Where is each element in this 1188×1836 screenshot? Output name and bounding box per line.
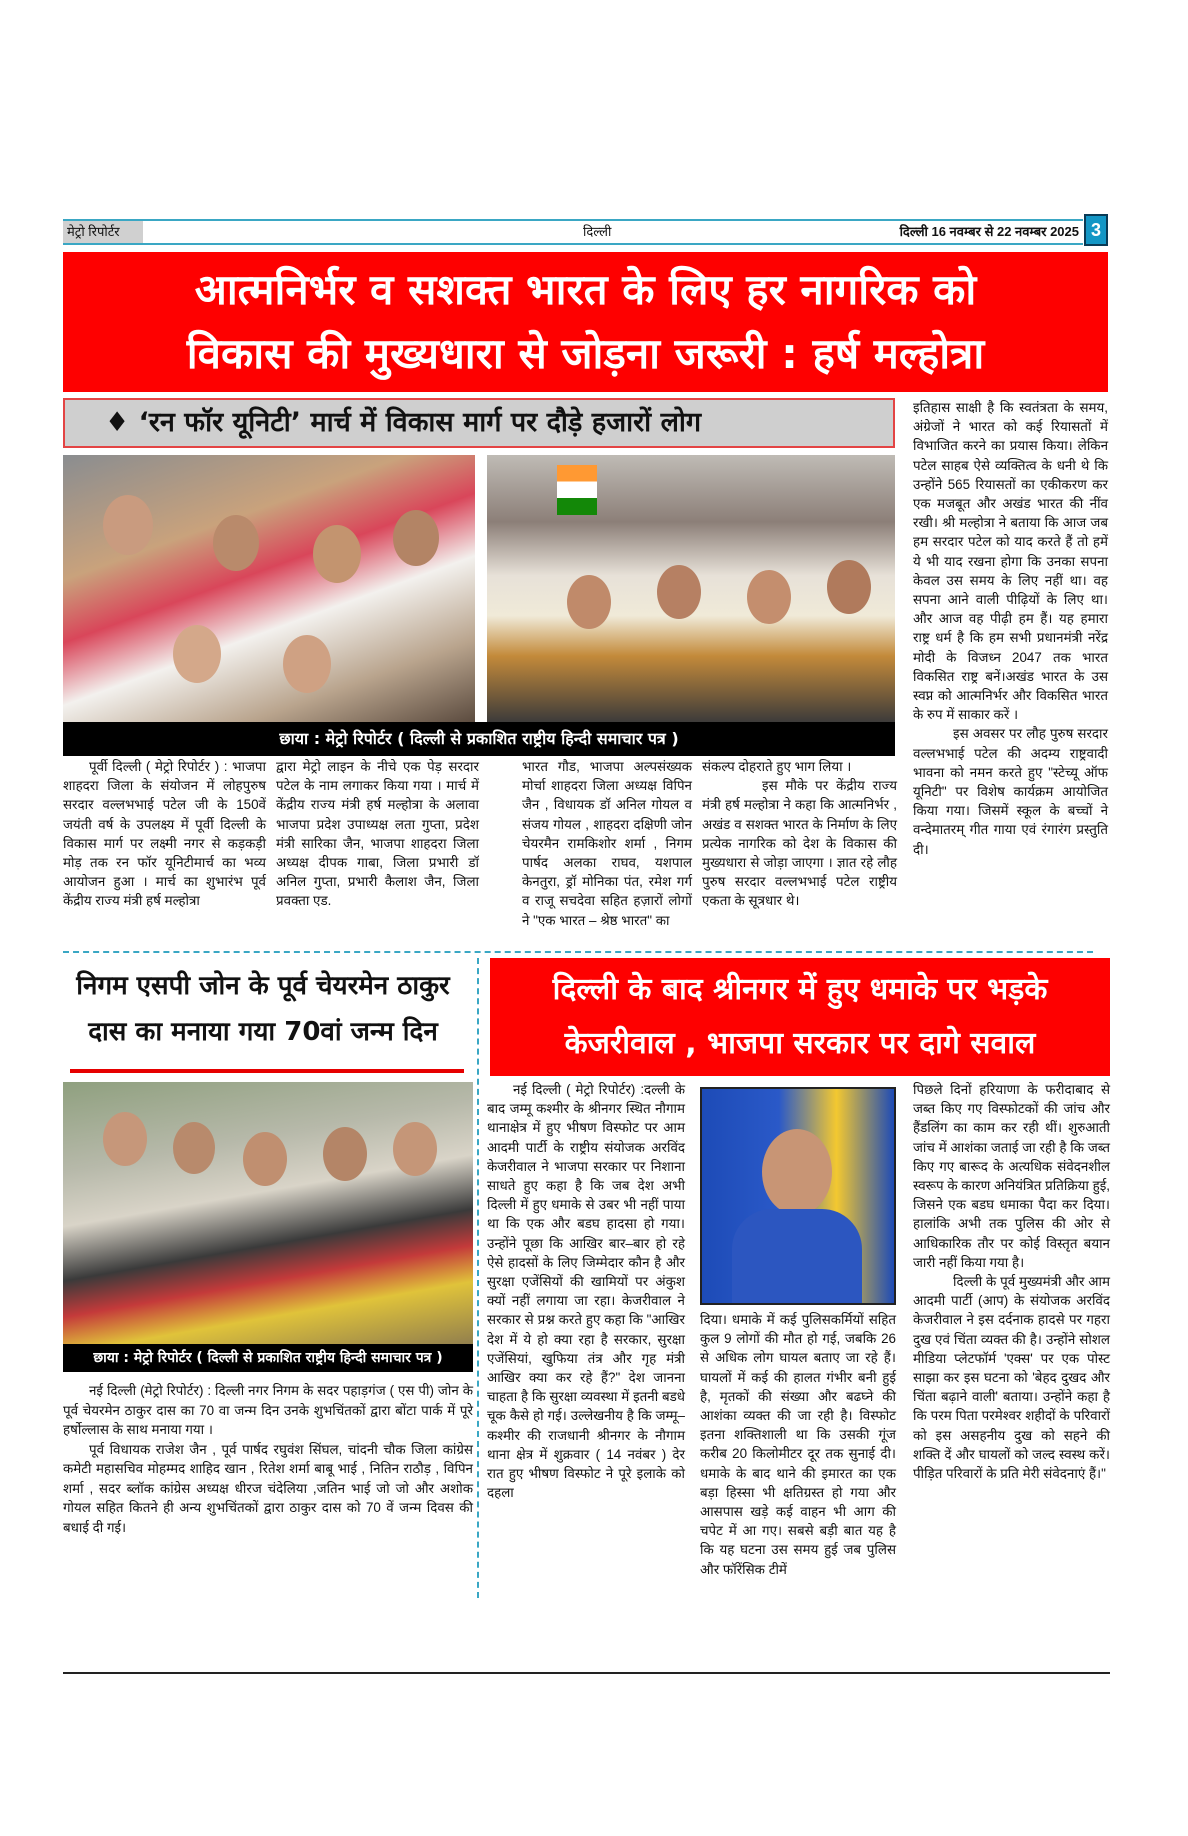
bottom-rule xyxy=(63,1672,1110,1674)
lead-col4-para1: संकल्प दोहराते हुए भाग लिया । xyxy=(702,759,852,774)
lead-col2-text: द्वारा मेट्रो लाइन के नीचे एक पेड़ सरदार पटेल के नाम लगाकर किया गया । मार्च में केंद्रीय राज्य मंत्री हर्ष मल्होत्रा के अलावा भाजपा प्रदेश उपाध्यक्ष लता गुप्ता, प्रदेश मंत्री सारिका जैन, भाजपा शाहदरा जिला अध्यक्ष दीपक गाबा, जिला प्रभारी डॉ अनिल गुप्ता, प्रभारी कैलाश जैन, जिला प्रवक्ता एड. xyxy=(276,759,479,909)
kejriwal-col1-text: नई दिल्ली ( मेट्रो रिपोर्टर) :दल्ली के बाद जम्मू कश्मीर के श्रीनगर स्थित नौगाम थानाक्षेत्र में हुए भीषण विस्फोट पर आम आदमी पार्टी के राष्ट्रीय संयोजक अरविंद केजरीवाल ने भाजपा सरकार पर निशाना साधते हुए कहा है कि जब देश अभी दिल्ली में हुए धमाके से उबर भी नहीं पाया था कि एक और बडघ हादसा हो गया। उन्होंने पूछा कि आखिर बार–बार हो रहे ऐसे हादसों के लिए जिम्मेदार कौन है और सुरक्षा एजेंसियों की खामियों पर अंकुश क्यों नहीं लगाया जा रहा। केजरीवाल ने सरकार से प्रश्न करते हुए कहा कि "आखिर देश में ये हो क्या रहा है सरकार, सुरक्षा एजेंसियां, खुफिया तंत्र और गृह मंत्री आखिर क्या कर रहे हैं?" देश जानना चाहता है कि सुरक्षा व्यवस्था में इतनी बडधे चूक कैसे हो गई। उल्लेखनीय है कि जम्मू–कश्मीर की राजधानी श्रीनगर के नौगाम थाना क्षेत्र में शुक्रवार ( 14 नवंबर ) देर रात हुए भीषण विस्फोट ने पूरे इलाके को दहला xyxy=(487,1082,685,1501)
birthday-headline-line1: निगम एसपी जोन के पूर्व चेयरमेन ठाकुर xyxy=(76,971,450,1001)
lead-headline-line1: आत्मनिर्भर व सशक्त भारत के लिए हर नागरिक को xyxy=(194,265,977,314)
birthday-photo-caption: छाया : मेट्रो रिपोर्टर ( दिल्ली से प्रकाशित राष्ट्रीय हिन्दी समाचार पत्र ) xyxy=(63,1344,473,1372)
kejriwal-column-1 xyxy=(487,1080,685,1502)
kejriwal-photo xyxy=(700,1087,896,1305)
birthday-celebration-photo xyxy=(63,1082,473,1372)
lead-photo-caption: छाया : मेट्रो रिपोर्टर ( दिल्ली से प्रकाशित राष्ट्रीय हिन्दी समाचार पत्र ) xyxy=(63,722,895,756)
headline-underline xyxy=(70,1069,464,1073)
lead-headline-line2: विकास की मुख्यधारा से जोड़ना जरूरी : हर्ष मल्होत्रा xyxy=(186,329,985,378)
birthday-para2: पूर्व विधायक राजेश जैन , पूर्व पार्षद रघुवंश सिंघल, चांदनी चौक जिला कांग्रेस कमेटी महासचिव मोहम्मद शाहिद खान , रितेश शर्मा बाबू भाई , नितिन राठौड़ , विपिन शर्मा , सदर ब्लॉक कांग्रेस अध्यक्ष धीरज चंदेलिया ,जतिन भाई जो जो और अशोक गोयल सहित कितने ही अन्य शुभचिंतकों द्वारा ठाकुर दास को 70 वें जन्म दिवस की बधाई दी गई। xyxy=(63,1441,473,1535)
kejriwal-headline-line2: केजरीवाल , भाजपा सरकार पर दागे सवाल xyxy=(564,1026,1036,1061)
lead-column-1 xyxy=(63,757,266,911)
birthday-headline xyxy=(63,963,463,1055)
lead-column-2 xyxy=(276,757,479,911)
diamond-bullet-icon: ♦ xyxy=(105,407,130,438)
unity-march-walk-photo xyxy=(487,455,895,723)
birthday-headline-line2: दास का मनाया गया 70वां जन्म दिन xyxy=(88,1017,438,1047)
lead-col3-text: भारत गौड, भाजपा अल्पसंख्यक मोर्चा शाहदरा जिला अध्यक्ष विपिन जैन , विधायक डॉ अनिल गोयल व संजय गोयल , शाहदरा दक्षिणी जोन चेयरमैन रामकिशोर शर्मा , निगम पार्षद अलका राघव, यशपाल केनतुरा, ड्रॉ मोनिका पंत, रमेश गर्ग व राजू सचदेवा सहित हज़ारों लोगों ने "एक भारत – श्रेष्ठ भारत" का xyxy=(522,759,692,928)
section-name: दिल्ली xyxy=(583,224,612,239)
kejriwal-column-3 xyxy=(913,1080,1110,1483)
lead-headline xyxy=(63,252,1108,392)
lead-column-4 xyxy=(702,757,897,911)
kejriwal-column-2 xyxy=(700,1310,896,1579)
kejriwal-headline-line1: दिल्ली के बाद श्रीनगर में हुए धमाके पर भड़के xyxy=(552,972,1048,1007)
kejriwal-col3-para2: दिल्ली के पूर्व मुख्यमंत्री और आम आदमी पार्टी (आप) के संयोजक अरविंद केजरीवाल ने इस दर्दनाक हादसे पर गहरा दुख एवं चिंता व्यक्त की है। उन्होंने सोशल मीडिया प्लेटफॉर्म 'एक्स' पर एक पोस्ट साझा कर इस घटना को 'बेहद दुखद और चिंता बढ़ाने वाली' बताया। उन्होंने कहा है कि परम पिता परमेश्वर शहीदों के परिवारों को इस असहनीय दुख को सहने की शक्ति दें और घायलों को जल्द स्वस्थ करें। पीड़ित परिवारों के प्रति मेरी संवेदनाएं हैं।" xyxy=(913,1274,1110,1482)
unity-march-group-photo xyxy=(63,455,475,723)
kejriwal-col2-text: दिया। धमाके में कई पुलिसकर्मियों सहित कुल 9 लोगों की मौत हो गई, जबकि 26 से अधिक लोग घायल बताए जा रहे हैं। घायलों में कई की हालत गंभीर बनी हुई है, मृतकों की संख्या और बढघ्ने की आशंका व्यक्त की जा रही है। विस्फोट इतना शक्तिशाली था कि उसकी गूंज करीब 20 किलोमीटर दूर तक सुनाई दी। धमाके के बाद थाने की इमारत का एक बड़ा हिस्सा भी क्षतिग्रस्त हो गया और आसपास खड़े कई वाहन भी आग की चपेट में आ गए। सबसे बड़ी बात यह है कि यह घटना उस समय हुई जब पुलिस और फॉरेंसिक टीमें xyxy=(700,1312,896,1577)
kejriwal-headline xyxy=(490,958,1110,1076)
paper-name: मेट्रो रिपोर्टर xyxy=(63,221,143,243)
lead-right-para1: इतिहास साक्षी है कि स्वतंत्रता के समय, अंग्रेजों ने भारत को कई रियासतों में विभाजित करने का प्रयास किया। लेकिन पटेल साहब ऐसे व्यक्तित्व के धनी थे कि उन्होंने 565 रियासतों का एकीकरण कर एक मजबूत और अखंड भारत की नींव रखी। श्री मल्होत्रा ने बताया कि आज जब हम सरदार पटेल को याद करते हैं तो हमें ये भी याद रखना होगा कि उनका सपना केवल उस समय के लिए नहीं था। वह सपना आने वाली पीढ़ियों के लिए था। और आज वह पीढ़ी हम हैं। यह हमारा राष्ट्र धर्म है कि हम सभी प्रधानमंत्री नरेंद्र मोदी के विजध्न 2047 तक भारत विकसित राष्ट्र बनें।अखंड भारत के उस स्वप्न को आत्मनिर्भर और विकसित भारत के रुप में साकार करें । xyxy=(913,400,1108,723)
lead-col4-para2: इस मौके पर केंद्रीय राज्य मंत्री हर्ष मल्होत्रा ने कहा कि आत्मनिर्भर , अखंड व सशक्त भारत के निर्माण के लिए प्रत्येक नागरिक को देश के विकास की मुख्यधारा से जोड़ा जाएगा । ज्ञात रहे लौह पुरुष सरदार वल्लभभाई पटेल राष्ट्रीय एकता के सूत्रधार थे। xyxy=(702,778,897,909)
lead-subheadline-text: ‘रन फॉर यूनिटी’ मार्च में विकास मार्ग पर दौड़े हजारों लोग xyxy=(138,407,702,438)
lead-column-3 xyxy=(522,757,692,930)
birthday-para1: नई दिल्ली (मेट्रो रिपोर्टर) : दिल्ली नगर निगम के सदर पहाड़गंज ( एस पी) जोन के पूर्व चेयरमेन ठाकुर दास का 70 वा जन्म दिन उनके शुभचिंतकों द्वारा बोंटा पार्क में पूरे हर्षोल्लास के साथ मनाया गया । xyxy=(63,1383,473,1437)
birthday-body xyxy=(63,1381,473,1537)
lead-right-column xyxy=(913,398,1108,859)
lead-col1-text: पूर्वी दिल्ली ( मेट्रो रिपोर्टर ) : भाजपा शाहदरा जिला के संयोजन में लोहपुरुष सरदार वल्लभभाई पटेल जी के 150वें जयंती वर्ष के उपलक्ष्य में पूर्वी दिल्ली के विकास मार्ग पर लक्ष्मी नगर से कड़कड़ी मोड़ तक रन फॉर यूनिटीमार्च का भव्य आयोजन हुआ । मार्च का शुभारंभ पूर्व केंद्रीय राज्य मंत्री हर्ष मल्होत्रा xyxy=(63,759,266,909)
page-number-badge: 3 xyxy=(1084,214,1108,246)
kejriwal-col3-para1: पिछले दिनों हरियाणा के फरीदाबाद से जब्त किए गए विस्फोटकों की जांच और हैंडलिंग का काम कर रही थीं। शुरुआती जांच में आशंका जताई जा रही है कि जब्त किए गए बारूद के अत्यधिक संवेदनशील स्वरूप के कारण अनियंत्रित प्रतिक्रिया हुई, जिसने एक बडघ धमाका पैदा कर दिया। हालांकि अभी तक पुलिस की ओर से आधिकारिक तौर पर कोई विस्तृत बयान जारी नहीं किया गया है। xyxy=(913,1082,1110,1270)
section-divider xyxy=(63,951,1093,953)
lead-right-para2: इस अवसर पर लौह पुरुष सरदार वल्लभभाई पटेल की अदम्य राष्ट्रवादी भावना को नमन करते हुए "स्टेच्यू ऑफ यूनिटी" पर विशेष कार्यक्रम आयोजित किया गया। जिसमें स्कूल के बच्चों ने वन्देमातरम् गीत गाया एवं रंगारंग प्रस्तुति दी। xyxy=(913,726,1108,857)
column-divider xyxy=(477,958,479,1598)
masthead-strip xyxy=(63,219,1083,245)
lead-subheadline xyxy=(63,398,895,448)
dateline: दिल्ली 16 नवम्बर से 22 नवम्बर 2025 xyxy=(899,224,1079,239)
